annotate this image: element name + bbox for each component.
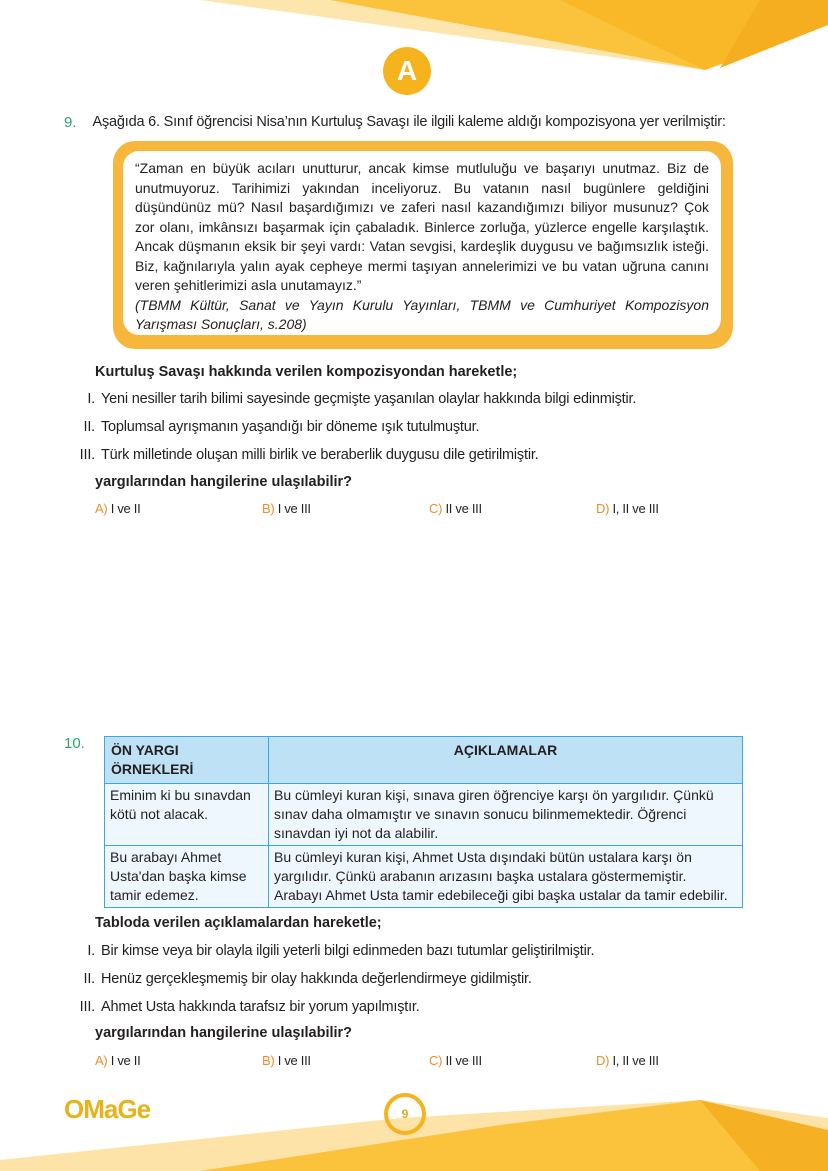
choice-letter: B) bbox=[262, 1053, 275, 1068]
roman-numeral: III. bbox=[79, 447, 95, 463]
table-cell: Bu arabayı Ahmet Usta'dan başka kimse tamir edemez. bbox=[105, 846, 269, 908]
q9-items bbox=[73, 391, 636, 475]
choice-b[interactable] bbox=[262, 1053, 429, 1068]
choice-text: I ve III bbox=[277, 1053, 311, 1068]
item-text: Yeni nesiller tarih bilimi sayesinde geçmişte yaşanılan olaylar hakkında bilgi edinmiştir. bbox=[101, 391, 637, 407]
roman-numeral: II. bbox=[83, 419, 95, 435]
q10-items bbox=[73, 943, 594, 1027]
q9-stem-text: Aşağıda 6. Sınıf öğrencisi Nisa’nın Kurtuluş Savaşı ile ilgili kaleme aldığı kompozisyona yer verilmiştir: bbox=[92, 114, 726, 130]
item-text: Bir kimse veya bir olayla ilgili yeterli bilgi edinmeden bazı tutumlar geliştirilmiştir. bbox=[101, 943, 595, 959]
roman-numeral: I. bbox=[87, 943, 95, 959]
choice-a[interactable] bbox=[95, 501, 262, 516]
choice-text: I ve II bbox=[110, 501, 141, 516]
choice-d[interactable] bbox=[596, 501, 763, 516]
table-header: AÇIKLAMALAR bbox=[269, 737, 743, 784]
item-text: Toplumsal ayrışmanın yaşandığı bir döneme ışık tutulmuştur. bbox=[101, 419, 480, 435]
table-cell: Bu cümleyi kuran kişi, sınava giren öğrenciye karşı ön yargılıdır. Çünkü sınav daha olmamıştır ve sınavın sonucu bilinmemektedir. Öğrenci sınavdan iyi not da alabilir. bbox=[269, 784, 743, 846]
item-text: Henüz gerçekleşmemiş bir olay hakkında değerlendirmeye gidilmiştir. bbox=[101, 971, 532, 987]
q9-question: yargılarından hangilerine ulaşılabilir? bbox=[95, 474, 353, 490]
item-text: Ahmet Usta hakkında tarafsız bir yorum yapılmıştır. bbox=[101, 999, 420, 1015]
roman-numeral: I. bbox=[87, 391, 95, 407]
q9-item bbox=[73, 447, 636, 475]
choice-text: I ve II bbox=[110, 1053, 141, 1068]
choice-text: II ve III bbox=[445, 501, 482, 516]
q10-item bbox=[73, 999, 594, 1027]
q9-item bbox=[73, 419, 636, 447]
page-number: 9 bbox=[384, 1093, 426, 1135]
q9-choices bbox=[95, 501, 763, 516]
q9-number: 9. bbox=[64, 114, 77, 131]
table-row bbox=[105, 784, 743, 846]
roman-numeral: II. bbox=[83, 971, 95, 987]
choice-letter: A) bbox=[95, 1053, 108, 1068]
choice-b[interactable] bbox=[262, 501, 429, 516]
choice-text: II ve III bbox=[445, 1053, 482, 1068]
publisher-logo: OMaGe bbox=[64, 1094, 151, 1124]
quote-source: (TBMM Kültür, Sanat ve Yayın Kurulu Yayınları, TBMM ve Cumhuriyet Kompozisyon Yarışması Sonuçları, s.208) bbox=[135, 296, 709, 332]
choice-letter: B) bbox=[262, 501, 275, 516]
choice-c[interactable] bbox=[429, 501, 596, 516]
q9-item bbox=[73, 391, 636, 419]
q10-choices bbox=[95, 1053, 763, 1068]
q10-lead: Tabloda verilen açıklamalardan hareketle; bbox=[95, 915, 382, 931]
quote-text: “Zaman en büyük acıları unutturur, ancak kimse mutluluğu ve başarıyı unutmaz. Biz de unutmuyoruz. Tarihimizi yakından inceliyoruz. Bu vatanın nasıl bugünlere geldiğini düşündünüz mü? Nasıl başardığımızı ve zaferi nasıl kazandığımızı biliyor musunuz? Çok zor olanı, imkânsızı başarmak için çabaladık. Binlerce zorluğa, yüzlerce engelle karşılaştık. Ancak düşmanın eksik bir şeyi vardı: Vatan sevgisi, kardeşlik duygusu ve bağımsızlık isteği. Biz, kağnılarıyla yalın ayak cepheye mermi taşıyan annelerimizi ve bu vatan uğruna canını veren şehitlerimizi asla unutamayız.” bbox=[135, 160, 709, 293]
q10-number: 10. bbox=[64, 735, 85, 752]
choice-c[interactable] bbox=[429, 1053, 596, 1068]
q10-item bbox=[73, 971, 594, 999]
choice-letter: C) bbox=[429, 501, 443, 516]
choice-a[interactable] bbox=[95, 1053, 262, 1068]
prejudice-table bbox=[104, 736, 743, 908]
choice-letter: A) bbox=[95, 501, 108, 516]
choice-letter: D) bbox=[596, 501, 610, 516]
quote-content bbox=[123, 151, 721, 335]
q10-question: yargılarından hangilerine ulaşılabilir? bbox=[95, 1025, 353, 1041]
choice-d[interactable] bbox=[596, 1053, 763, 1068]
q10-item bbox=[73, 943, 594, 971]
choice-text: I, II ve III bbox=[612, 1053, 659, 1068]
table-cell: Eminim ki bu sınavdan kötü not alacak. bbox=[105, 784, 269, 846]
q9-stem bbox=[64, 114, 804, 131]
table-header: ÖN YARGI ÖRNEKLERİ bbox=[105, 737, 269, 784]
choice-text: I, II ve III bbox=[612, 501, 659, 516]
table-header-row bbox=[105, 737, 743, 784]
choice-letter: C) bbox=[429, 1053, 443, 1068]
roman-numeral: III. bbox=[79, 999, 95, 1015]
quote-box bbox=[113, 141, 733, 349]
table-cell: Bu cümleyi kuran kişi, Ahmet Usta dışındaki bütün ustalara karşı ön yargılıdır. Çünkü arabanın arızasını başka ustalara göstermemiştir. Arabayı Ahmet Usta tamir edebileceği gibi başka ustalar da tamir edebilir. bbox=[269, 846, 743, 908]
choice-letter: D) bbox=[596, 1053, 610, 1068]
section-badge: A bbox=[383, 47, 431, 95]
q9-lead: Kurtuluş Savaşı hakkında verilen kompozisyondan hareketle; bbox=[95, 364, 518, 380]
choice-text: I ve III bbox=[277, 501, 311, 516]
table-row bbox=[105, 846, 743, 908]
item-text: Türk milletinde oluşan milli birlik ve beraberlik duygusu dile getirilmiştir. bbox=[101, 447, 539, 463]
